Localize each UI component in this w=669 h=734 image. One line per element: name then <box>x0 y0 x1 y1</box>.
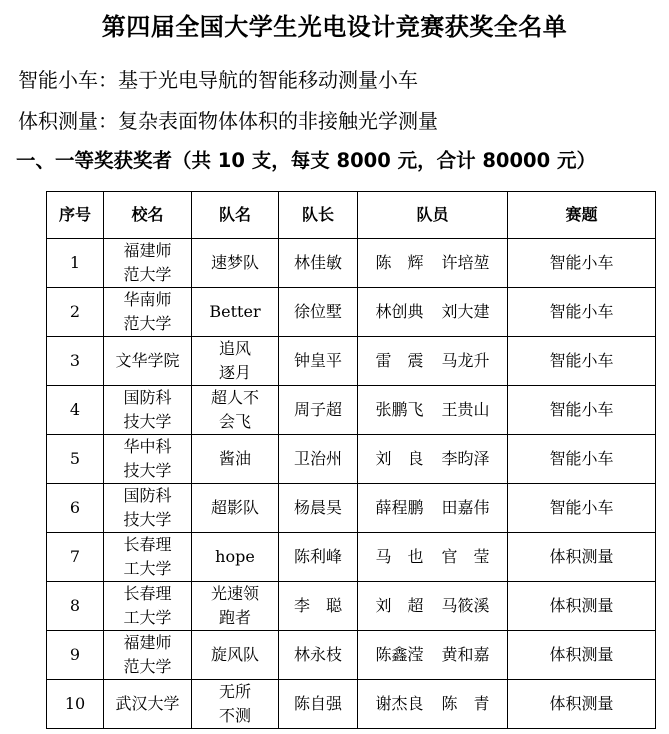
table-body <box>47 239 656 729</box>
school-line: 范大学 <box>123 314 172 333</box>
school-line: 技大学 <box>123 510 172 529</box>
cell-no: 1 <box>47 239 104 288</box>
cell-leader: 陈自强 <box>279 680 358 729</box>
member-name: 官 莹 <box>441 547 490 566</box>
school-line: 工大学 <box>123 559 172 578</box>
member-name: 薛程鹏 <box>375 498 424 517</box>
cell-no: 10 <box>47 680 104 729</box>
header-no: 序号 <box>47 192 104 239</box>
member-name: 林创典 <box>375 302 424 321</box>
cell-members <box>358 631 508 680</box>
header-topic: 赛题 <box>508 192 656 239</box>
cell-topic: 智能小车 <box>508 337 656 386</box>
cell-team <box>192 680 279 729</box>
cell-leader: 杨晨昊 <box>279 484 358 533</box>
team-line: 超人不 <box>210 388 259 407</box>
cell-members <box>358 484 508 533</box>
table-row <box>47 680 656 729</box>
school-line: 长春理 <box>123 584 172 603</box>
header-team: 队名 <box>192 192 279 239</box>
school-line: 长春理 <box>123 535 172 554</box>
cell-members <box>358 680 508 729</box>
cell-team <box>192 631 279 680</box>
cell-topic: 智能小车 <box>508 239 656 288</box>
cell-topic: 体积测量 <box>508 582 656 631</box>
team-line: hope <box>215 547 255 566</box>
table-row <box>47 386 656 435</box>
cell-members <box>358 337 508 386</box>
school-line: 范大学 <box>123 657 172 676</box>
cell-members <box>358 386 508 435</box>
cell-school <box>104 435 192 484</box>
member-name: 李昀泽 <box>441 449 490 468</box>
team-line: 超影队 <box>210 498 259 517</box>
header-leader: 队长 <box>279 192 358 239</box>
member-name: 马筱溪 <box>441 596 490 615</box>
member-name: 马 也 <box>375 547 424 566</box>
document-title: 第四届全国大学生光电设计竞赛获奖全名单 <box>101 13 568 41</box>
members-group <box>360 447 505 471</box>
school-line: 国防科 <box>123 486 172 505</box>
members-group <box>360 251 505 275</box>
cell-team <box>192 582 279 631</box>
members-group <box>360 643 505 667</box>
cell-topic: 智能小车 <box>508 288 656 337</box>
cell-no: 4 <box>47 386 104 435</box>
cell-members <box>358 288 508 337</box>
team-line: 旋风队 <box>210 645 259 664</box>
cell-topic: 体积测量 <box>508 631 656 680</box>
member-name: 田嘉伟 <box>441 498 490 517</box>
cell-leader: 李 聪 <box>279 582 358 631</box>
cell-team <box>192 239 279 288</box>
school-line: 福建师 <box>123 241 172 260</box>
cell-team <box>192 337 279 386</box>
cell-school <box>104 631 192 680</box>
cell-members <box>358 533 508 582</box>
table-row <box>47 288 656 337</box>
cell-no: 7 <box>47 533 104 582</box>
member-name: 陈 辉 <box>375 253 424 272</box>
table-row <box>47 239 656 288</box>
table-header-row <box>47 192 656 239</box>
member-name: 刘 良 <box>375 449 424 468</box>
cell-members <box>358 582 508 631</box>
member-name: 王贵山 <box>441 400 490 419</box>
cell-no: 5 <box>47 435 104 484</box>
member-name: 刘大建 <box>441 302 490 321</box>
cell-team <box>192 386 279 435</box>
cell-leader: 陈利峰 <box>279 533 358 582</box>
header-members: 队员 <box>358 192 508 239</box>
team-line: 光速领 <box>210 584 259 603</box>
cell-members <box>358 239 508 288</box>
school-line: 技大学 <box>123 412 172 431</box>
cell-school <box>104 288 192 337</box>
cell-topic: 智能小车 <box>508 484 656 533</box>
table-row <box>47 533 656 582</box>
member-name: 张鹏飞 <box>375 400 424 419</box>
cell-school <box>104 337 192 386</box>
team-line: 跑者 <box>218 608 251 627</box>
cell-school <box>104 533 192 582</box>
team-line: 酱油 <box>218 449 251 468</box>
members-group <box>360 594 505 618</box>
team-line: 不测 <box>218 706 251 725</box>
table-row <box>47 582 656 631</box>
cell-leader: 林佳敏 <box>279 239 358 288</box>
team-line: 无所 <box>218 682 251 701</box>
member-name: 马龙升 <box>441 351 490 370</box>
cell-school <box>104 582 192 631</box>
school-line: 华中科 <box>123 437 172 456</box>
table-row <box>47 435 656 484</box>
cell-no: 8 <box>47 582 104 631</box>
cell-school <box>104 484 192 533</box>
cell-team <box>192 484 279 533</box>
cell-no: 9 <box>47 631 104 680</box>
school-line: 福建师 <box>123 633 172 652</box>
cell-no: 3 <box>47 337 104 386</box>
team-line: 速梦队 <box>210 253 259 272</box>
school-line: 技大学 <box>123 461 172 480</box>
cell-school <box>104 239 192 288</box>
table-row <box>47 484 656 533</box>
team-line: Better <box>209 302 261 321</box>
cell-leader: 徐位墅 <box>279 288 358 337</box>
cell-school <box>104 680 192 729</box>
cell-members <box>358 435 508 484</box>
header-school: 校名 <box>104 192 192 239</box>
cell-topic: 体积测量 <box>508 680 656 729</box>
members-group <box>360 300 505 324</box>
members-group <box>360 398 505 422</box>
table-row <box>47 631 656 680</box>
team-line: 会飞 <box>218 412 251 431</box>
cell-school <box>104 386 192 435</box>
member-name: 许培堃 <box>441 253 490 272</box>
members-group <box>360 692 505 716</box>
cell-topic: 智能小车 <box>508 435 656 484</box>
school-line: 国防科 <box>123 388 172 407</box>
school-line: 工大学 <box>123 608 172 627</box>
cell-leader: 卫治州 <box>279 435 358 484</box>
members-group <box>360 545 505 569</box>
cell-no: 2 <box>47 288 104 337</box>
member-name: 陈鑫滢 <box>375 645 424 664</box>
member-name: 谢杰良 <box>375 694 424 713</box>
cell-team <box>192 288 279 337</box>
table-row <box>47 337 656 386</box>
member-name: 陈 青 <box>441 694 490 713</box>
team-line: 逐月 <box>218 363 251 382</box>
school-line: 范大学 <box>123 265 172 284</box>
cell-team <box>192 435 279 484</box>
first-prize-table <box>46 191 656 729</box>
member-name: 刘 超 <box>375 596 424 615</box>
school-line: 武汉大学 <box>115 694 180 713</box>
topic-volume-measurement: 体积测量：复杂表面物体体积的非接触光学测量 <box>18 109 438 133</box>
team-line: 追风 <box>218 339 251 358</box>
school-line: 华南师 <box>123 290 172 309</box>
section-heading-first-prize: 一、一等奖获奖者（共 10 支，每支 8000 元，合计 80000 元） <box>16 149 596 172</box>
cell-leader: 周子超 <box>279 386 358 435</box>
school-line: 文华学院 <box>115 351 180 370</box>
cell-topic: 体积测量 <box>508 533 656 582</box>
member-name: 黄和嘉 <box>441 645 490 664</box>
cell-leader: 林永枝 <box>279 631 358 680</box>
cell-leader: 钟皇平 <box>279 337 358 386</box>
topic-smart-car: 智能小车：基于光电导航的智能移动测量小车 <box>18 68 418 92</box>
members-group <box>360 349 505 373</box>
cell-topic: 智能小车 <box>508 386 656 435</box>
member-name: 雷 震 <box>375 351 424 370</box>
members-group <box>360 496 505 520</box>
cell-team <box>192 533 279 582</box>
cell-no: 6 <box>47 484 104 533</box>
